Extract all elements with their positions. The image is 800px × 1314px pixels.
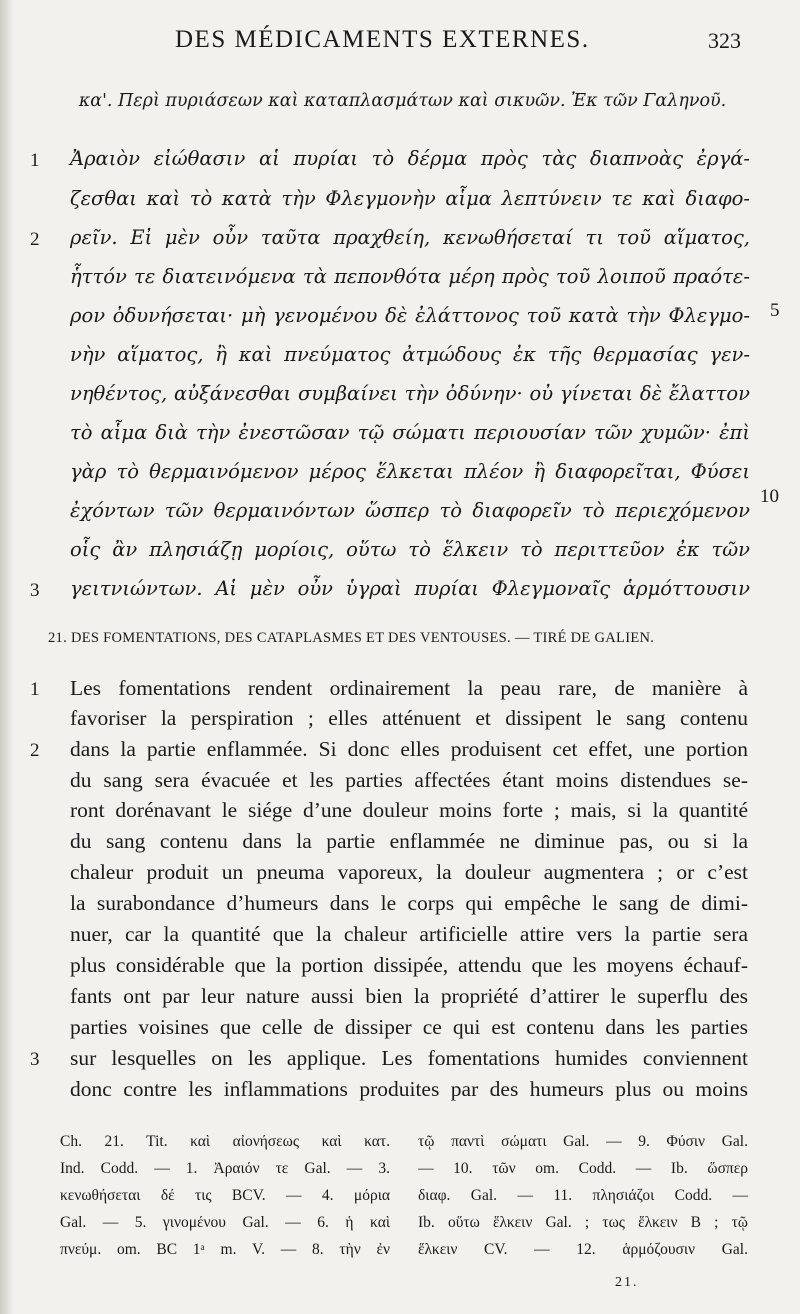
- french-line: plus considérable que la portion dissipée, attendu que les moyens échauf-: [70, 953, 748, 977]
- greek-line: ζεσθαι καὶ τὸ κατὰ τὴν Φλεγμονὴν αἷμα λεπτύνειν τε καὶ διαφο-: [70, 187, 750, 210]
- greek-line: γειτνιώντων. Αἱ μὲν οὖν ὑγραὶ πυρίαι Φλεγμοναῖς ἁρμόττουσιν: [70, 577, 750, 600]
- french-section-number: 3: [30, 1049, 40, 1070]
- french-section-number: 1: [30, 679, 40, 700]
- greek-section-number: 1: [30, 150, 40, 171]
- french-line: fants ont par leur nature aussi bien la propriété d’attirer le superflu des: [70, 984, 748, 1008]
- line-number: 10: [760, 486, 779, 507]
- greek-line: ἧττόν τε διατεινόμενα τὰ πεπονθότα μέρη πρὸς τοῦ λοιποῦ πραότε-: [70, 265, 750, 288]
- greek-line: ρεῖν. Εἰ μὲν οὖν ταῦτα πραχθείη, κενωθήσεταί τι τοῦ αἵματος,: [70, 226, 750, 249]
- greek-line: γὰρ τὸ θερμαινόμενον μέρος ἕλκεται πλέον ἢ διαφορεῖται, Φύσει: [70, 460, 750, 483]
- page-gutter-shadow: [0, 0, 14, 1314]
- greek-line: νηθέντος, αὐξάνεσθαι συμβαίνει τὴν ὀδύνην· οὐ γίνεται δὲ ἔλαττον: [70, 382, 750, 405]
- greek-line: τὸ αἷμα διὰ τὴν ἐνεστῶσαν τῷ σώματι περιουσίαν τῶν χυμῶν· ἐπὶ: [70, 421, 750, 444]
- signature-mark: 21.: [615, 1275, 639, 1290]
- greek-line: νὴν αἵματος, ἢ καὶ πνεύματος ἀτμώδους ἐκ τῆς θερμασίας γεν-: [70, 343, 750, 366]
- apparatus-line: Ch. 21. Tit. καὶ αἰονήσεως καὶ κατ.: [60, 1133, 390, 1150]
- french-line: parties voisines que celle de dissiper ce qui est contenu dans les parties: [70, 1015, 748, 1039]
- french-line: Les fomentations rendent ordinairement la peau rare, de manière à: [70, 676, 748, 700]
- running-title: DES MÉDICAMENTS EXTERNES.: [175, 26, 590, 53]
- french-line: du sang contenu dans la partie enflammée ne diminue pas, ou si la: [70, 829, 748, 853]
- apparatus-left-column: [60, 1133, 390, 1268]
- french-section-heading: 21. DES FOMENTATIONS, DES CATAPLASMES ET DES VENTOUSES. — TIRÉ DE GALIEN.: [48, 630, 655, 646]
- apparatus-line: πνεύμ. om. BC 1ᵃ m. V. — 8. τὴν ἐν: [60, 1241, 390, 1258]
- apparatus-line: ἕλκειν CV. — 12. ἁρμόζουσιν Gal.: [418, 1241, 748, 1258]
- french-line: la surabondance d’humeurs dans le corps qui empêche le sang de dimi-: [70, 891, 748, 915]
- greek-section-heading: κα'. Περὶ πυριάσεων καὶ καταπλασμάτων καὶ σικυῶν. Ἐκ τῶν Γαληνοῦ.: [78, 91, 727, 111]
- greek-line: οἷς ἂν πλησιάζῃ μορίοις, οὕτω τὸ ἕλκειν τὸ περιττεῦον ἐκ τῶν: [70, 538, 750, 561]
- apparatus-line: τῷ παντὶ σώματι Gal. — 9. Φύσιν Gal.: [418, 1133, 748, 1150]
- french-line: du sang sera évacuée et les parties affectées étant moins distendues se-: [70, 768, 748, 792]
- greek-line: ρον ὀδυνήσεται· μὴ γενομένου δὲ ἐλάττονος τοῦ κατὰ τὴν Φλεγμο-: [70, 304, 750, 327]
- french-line: favoriser la perspiration ; elles atténuent et dissipent le sang contenu: [70, 706, 748, 730]
- page-number: 323: [708, 28, 741, 53]
- greek-section-number: 2: [30, 229, 40, 250]
- french-line: sur lesquelles on les applique. Les fomentations humides conviennent: [70, 1046, 748, 1070]
- french-line: ront dorénavant le siége d’une douleur moins forte ; mais, si la quantité: [70, 798, 748, 822]
- apparatus-right-column: [418, 1133, 748, 1268]
- greek-line: Ἀραιὸν εἰώθασιν αἱ πυρίαι τὸ δέρμα πρὸς τὰς διαπνοὰς ἐργά-: [70, 147, 750, 170]
- french-line: donc contre les inflammations produites par des humeurs plus ou moins: [70, 1077, 748, 1101]
- apparatus-line: κενωθήσεται δέ τις BCV. — 4. μόρια: [60, 1187, 390, 1204]
- greek-line: ἐχόντων τῶν θερμαινόντων ὥσπερ τὸ διαφορεῖν τὸ περιεχόμενον: [70, 499, 750, 522]
- apparatus-line: Ind. Codd. — 1. Ἀραιόν τε Gal. — 3.: [60, 1160, 390, 1177]
- french-line: dans la partie enflammée. Si donc elles produisent cet effet, une portion: [70, 737, 748, 761]
- french-line: nuer, car la quantité que la chaleur artificielle attire vers la partie sera: [70, 922, 748, 946]
- apparatus-line: διαφ. Gal. — 11. πλησιάζοι Codd. —: [418, 1187, 748, 1204]
- apparatus-line: — 10. τῶν om. Codd. — Ib. ὥσπερ: [418, 1160, 748, 1177]
- greek-section-number: 3: [30, 580, 40, 601]
- page-header: [0, 26, 800, 58]
- apparatus-line: Ib. οὕτω ἕλκειν Gal. ; τως ἕλκειν B ; τῷ: [418, 1214, 748, 1231]
- french-line: chaleur produit un pneuma vaporeux, la douleur augmentera ; or c’est: [70, 860, 748, 884]
- line-number: 5: [770, 300, 780, 321]
- apparatus-line: Gal. — 5. γινομένου Gal. — 6. ἡ καὶ: [60, 1214, 390, 1231]
- french-section-number: 2: [30, 740, 40, 761]
